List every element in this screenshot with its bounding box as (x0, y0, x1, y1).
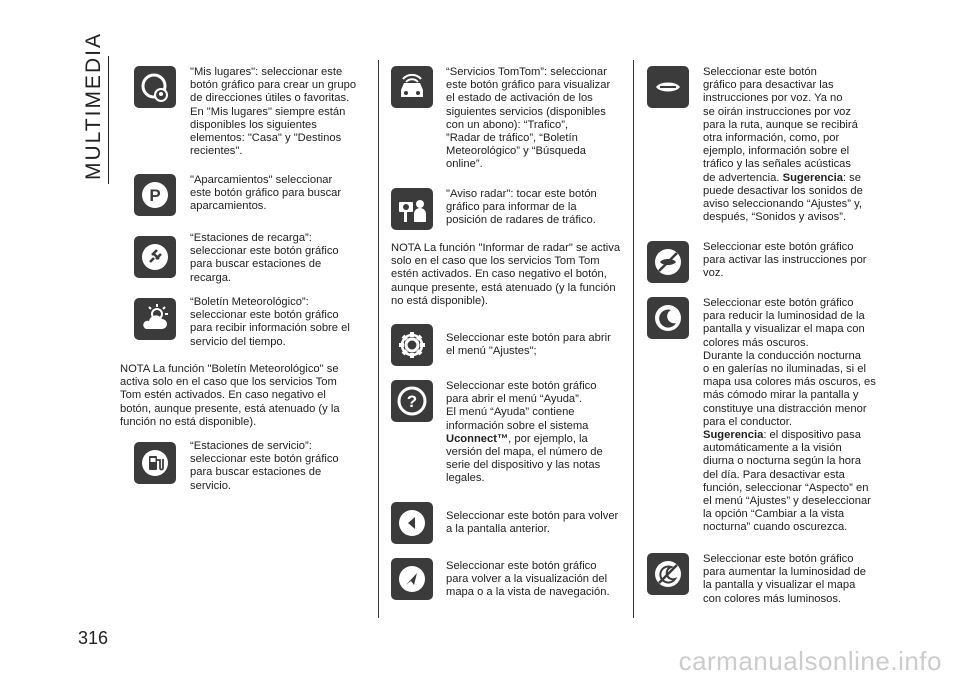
watermark: carmanualsonline.info (678, 646, 942, 676)
back-arrow-icon (391, 502, 433, 544)
fuel-station-icon (134, 442, 176, 484)
help-icon (391, 380, 433, 422)
page-number: 316 (78, 628, 109, 648)
tomtom-services-icon (391, 66, 433, 108)
speed-camera-note: NOTA La función "Informar de radar" se activa solo en el caso que los servicios Tom Tom estén activados. En caso negativo el botón, aunque presente, está atenuado (y la función no está disponible). (391, 242, 621, 307)
section-title: MULTIMEDIA (82, 32, 105, 180)
parking-text: "Aparcamientos" seleccionar este botón gráfico para buscar aparcamientos. (190, 174, 342, 213)
charging-station-text: “Estaciones de recarga”: seleccionar este botón gráfico para buscar estaciones de recarga. (190, 232, 339, 284)
svg-text:P: P (149, 186, 161, 205)
tomtom-services-text: “Servicios TomTom”: seleccionar este botón gráfico para visualizar el estado de activación de los siguientes servicios (disponibles con un abono): “Trafico”, ”Radar de tráfico”, “Boletín Meteorológico” y “Búsqueda online”. (446, 66, 611, 171)
voice-off-text: Seleccionar este botón gráfico para desactivar las instrucciones por voz. Ya no se oirán instrucciones por voz para la ruta, aunque se recibirá otra información, como, por ejemplo, información sobre el tráfico y las señales acústicas de advertencia. Sugerencia: se puede desactivar los sonidos de aviso seleccionando “Ajustes” y, después, “Sonidos y avisos”. (703, 66, 863, 224)
night-mode-text: Seleccionar este botón gráfico para reducir la luminosidad de la pantalla y visualizar el mapa con colores más oscuros. Durante la conducción nocturna o en galerías no iluminadas, si el mapa usa colores más oscuros, es más cómodo mirar la pantalla y constituye una distracción menor para el conductor. Sugerencia: el dispositivo pasa automáticamente a la visión diurna o nocturna según la hora del día. Para desactivar esta función, seleccionar “Aspecto” en el menú “Ajustes” y deseleccionar la opción “Cambiar a la vista nocturna” cuando oscurezca. (703, 297, 876, 534)
settings-text: Seleccionar este botón para abrir el menú "Ajustes"; (446, 332, 611, 358)
column-divider-1 (378, 60, 379, 618)
weather-icon (134, 298, 176, 340)
my-places-text: "Mis lugares": seleccionar este botón gráfico para crear un grupo de direcciones útiles o favoritas. En "Mis lugares" siempre están disponibles los siguientes elementos: "Casa" y "Destinos recientes". (190, 66, 357, 158)
speed-camera-icon (391, 188, 433, 230)
weather-note: NOTA La función "Boletín Meteorológico" se activa solo en el caso que los servicios Tom Tom estén activados. En caso negativo el botón, aunque presente, está atenuado (y la función no está disponible). (120, 363, 340, 428)
back-text: Seleccionar este botón para volver a la pantalla anterior. (446, 510, 619, 536)
section-rule (108, 56, 109, 184)
day-mode-text: Seleccionar este botón gráfico para aumentar la luminosidad de la pantalla y visualizar el mapa con colores más luminosos. (703, 553, 866, 605)
back-to-map-icon (391, 558, 433, 600)
voice-off-icon (647, 66, 689, 108)
speed-camera-text: "Aviso radar": tocar este botón gráfico para informar de la posición de radares de tráfico. (446, 188, 597, 227)
voice-on-icon (647, 241, 689, 283)
fuel-station-text: “Estaciones de servicio”: seleccionar este botón gráfico para buscar estaciones de servicio. (190, 440, 339, 492)
column-divider-2 (633, 60, 634, 618)
help-text: Seleccionar este botón gráfico para abrir el menú “Ayuda”. El menú “Ayuda” contiene información sobre el sistema Uconnect™, por ejemplo, la versión del mapa, el número de serie del dispositivo y las notas legales. (446, 380, 603, 485)
weather-text: “Boletín Meteorológico”: seleccionar este botón gráfico para recibir información sobre el servicio del tiempo. (190, 296, 350, 348)
svg-text:?: ? (406, 392, 418, 411)
my-places-icon (134, 66, 176, 108)
parking-icon (134, 174, 176, 216)
night-mode-icon (647, 297, 689, 339)
charging-station-icon (134, 236, 176, 278)
day-mode-icon (647, 553, 689, 595)
settings-gear-icon (391, 324, 433, 366)
back-to-map-text: Seleccionar este botón gráfico para volver a la visualización del mapa o a la vista de navegación. (446, 560, 610, 599)
voice-on-text: Seleccionar este botón gráfico para activar las instrucciones por voz. (703, 241, 867, 280)
